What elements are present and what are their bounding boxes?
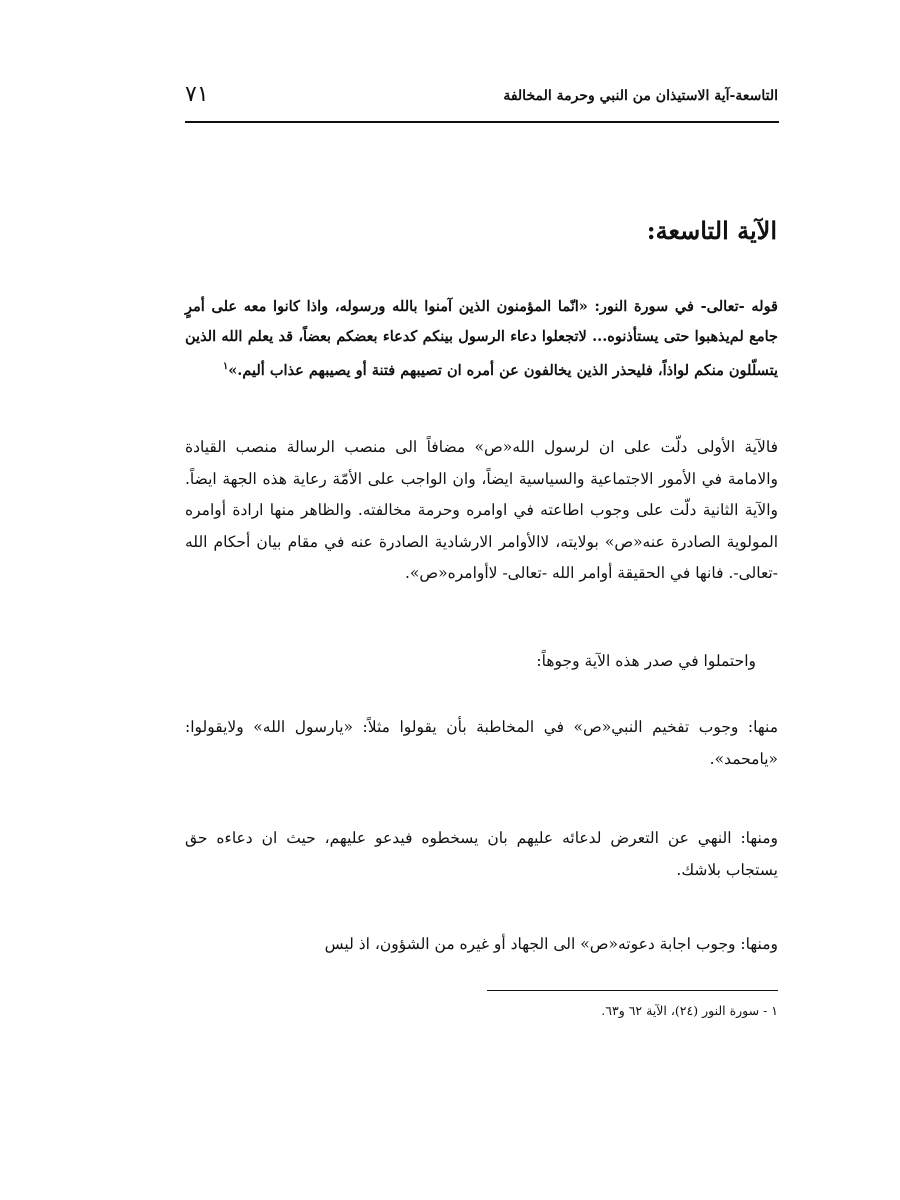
- text-line: رعاية هذه الجهة ايضاً. والآية الثانية دلّت على وجوب اطاعته في اوامره وحرمة: [185, 469, 778, 519]
- footnote-divider: [487, 990, 778, 991]
- quote-line: أليم.»: [228, 361, 265, 379]
- quote-line: الله الذين يتسلّلون منكم لواذاً، فليحذر الذين يخالفون عن أمره ان تصيبهم فتنة أو يصيبهم عذاب: [185, 328, 778, 379]
- point-paragraph: [185, 929, 778, 961]
- quote-line: قوله -تعالى- في سورة النور: «انّما المؤمنون الذين آمنوا بالله ورسوله، واذا كانوا معه على: [211, 298, 778, 315]
- text-line: فالآية الأولى دلّت على ان لرسول الله«ص» مضافاً الى منصب الرسالة منصب: [235, 438, 778, 456]
- explanation-paragraph: [185, 432, 778, 590]
- text-line: ومنها: النهي عن التعرض لدعائه عليهم بان يسخطوه فيدعو عليهم، حيث ان: [261, 829, 779, 847]
- running-header: [185, 82, 778, 120]
- header-divider: [185, 121, 779, 123]
- intro-line: واحتملوا في صدر هذه الآية وجوهاً:: [536, 652, 756, 670]
- text-line: الارشادية الصادرة عنه في مقام بيان أحكام الله -تعالى-. فانها في الحقيقة أوامر: [185, 532, 778, 582]
- text-line: ولايقولوا: «يامحمد».: [185, 718, 778, 768]
- section-heading: الآية التاسعة:: [646, 216, 777, 245]
- point-paragraph: [185, 712, 778, 775]
- text-line: مخالفته. والظاهر منها ارادة أوامره المولوية الصادرة عنه«ص» بولايته، لاالأوامر: [185, 501, 779, 551]
- footnote-marker: ١: [222, 361, 229, 372]
- text-line: دعاءه حق يستجاب بلاشك.: [185, 829, 778, 879]
- text-line: القيادة والامامة في الأمور الاجتماعية والسياسية ايضاً، وان الواجب على الأمّة: [185, 438, 778, 488]
- chapter-title: التاسعة-آية الاستيذان من النبي وحرمة المخالفة: [503, 88, 778, 104]
- footnote: ١ - سورة النور (٢٤)، الآية ٦٢ و٦٣.: [601, 1003, 778, 1018]
- page-number: ٧١: [185, 82, 209, 107]
- quote-line: أمرٍ جامع لم‌يذهبوا حتى يستأذنوه... لاتجعلوا دعاء الرسول بينكم كدعاء بعضكم بعضاً، قد يعلم: [185, 298, 778, 345]
- point-paragraph: [185, 823, 778, 886]
- quote-paragraph: [185, 292, 778, 386]
- text-line: الله -تعالى- لاأوامره«ص».: [404, 564, 575, 582]
- text-line: منها: وجوب تفخيم النبي«ص» في المخاطبة بأن يقولوا مثلاً: «يارسول الله»: [253, 718, 778, 736]
- text-line: ومنها: وجوب اجابة دعوته«ص» الى الجهاد أو غيره من الشؤون، اذ ليس: [324, 935, 778, 953]
